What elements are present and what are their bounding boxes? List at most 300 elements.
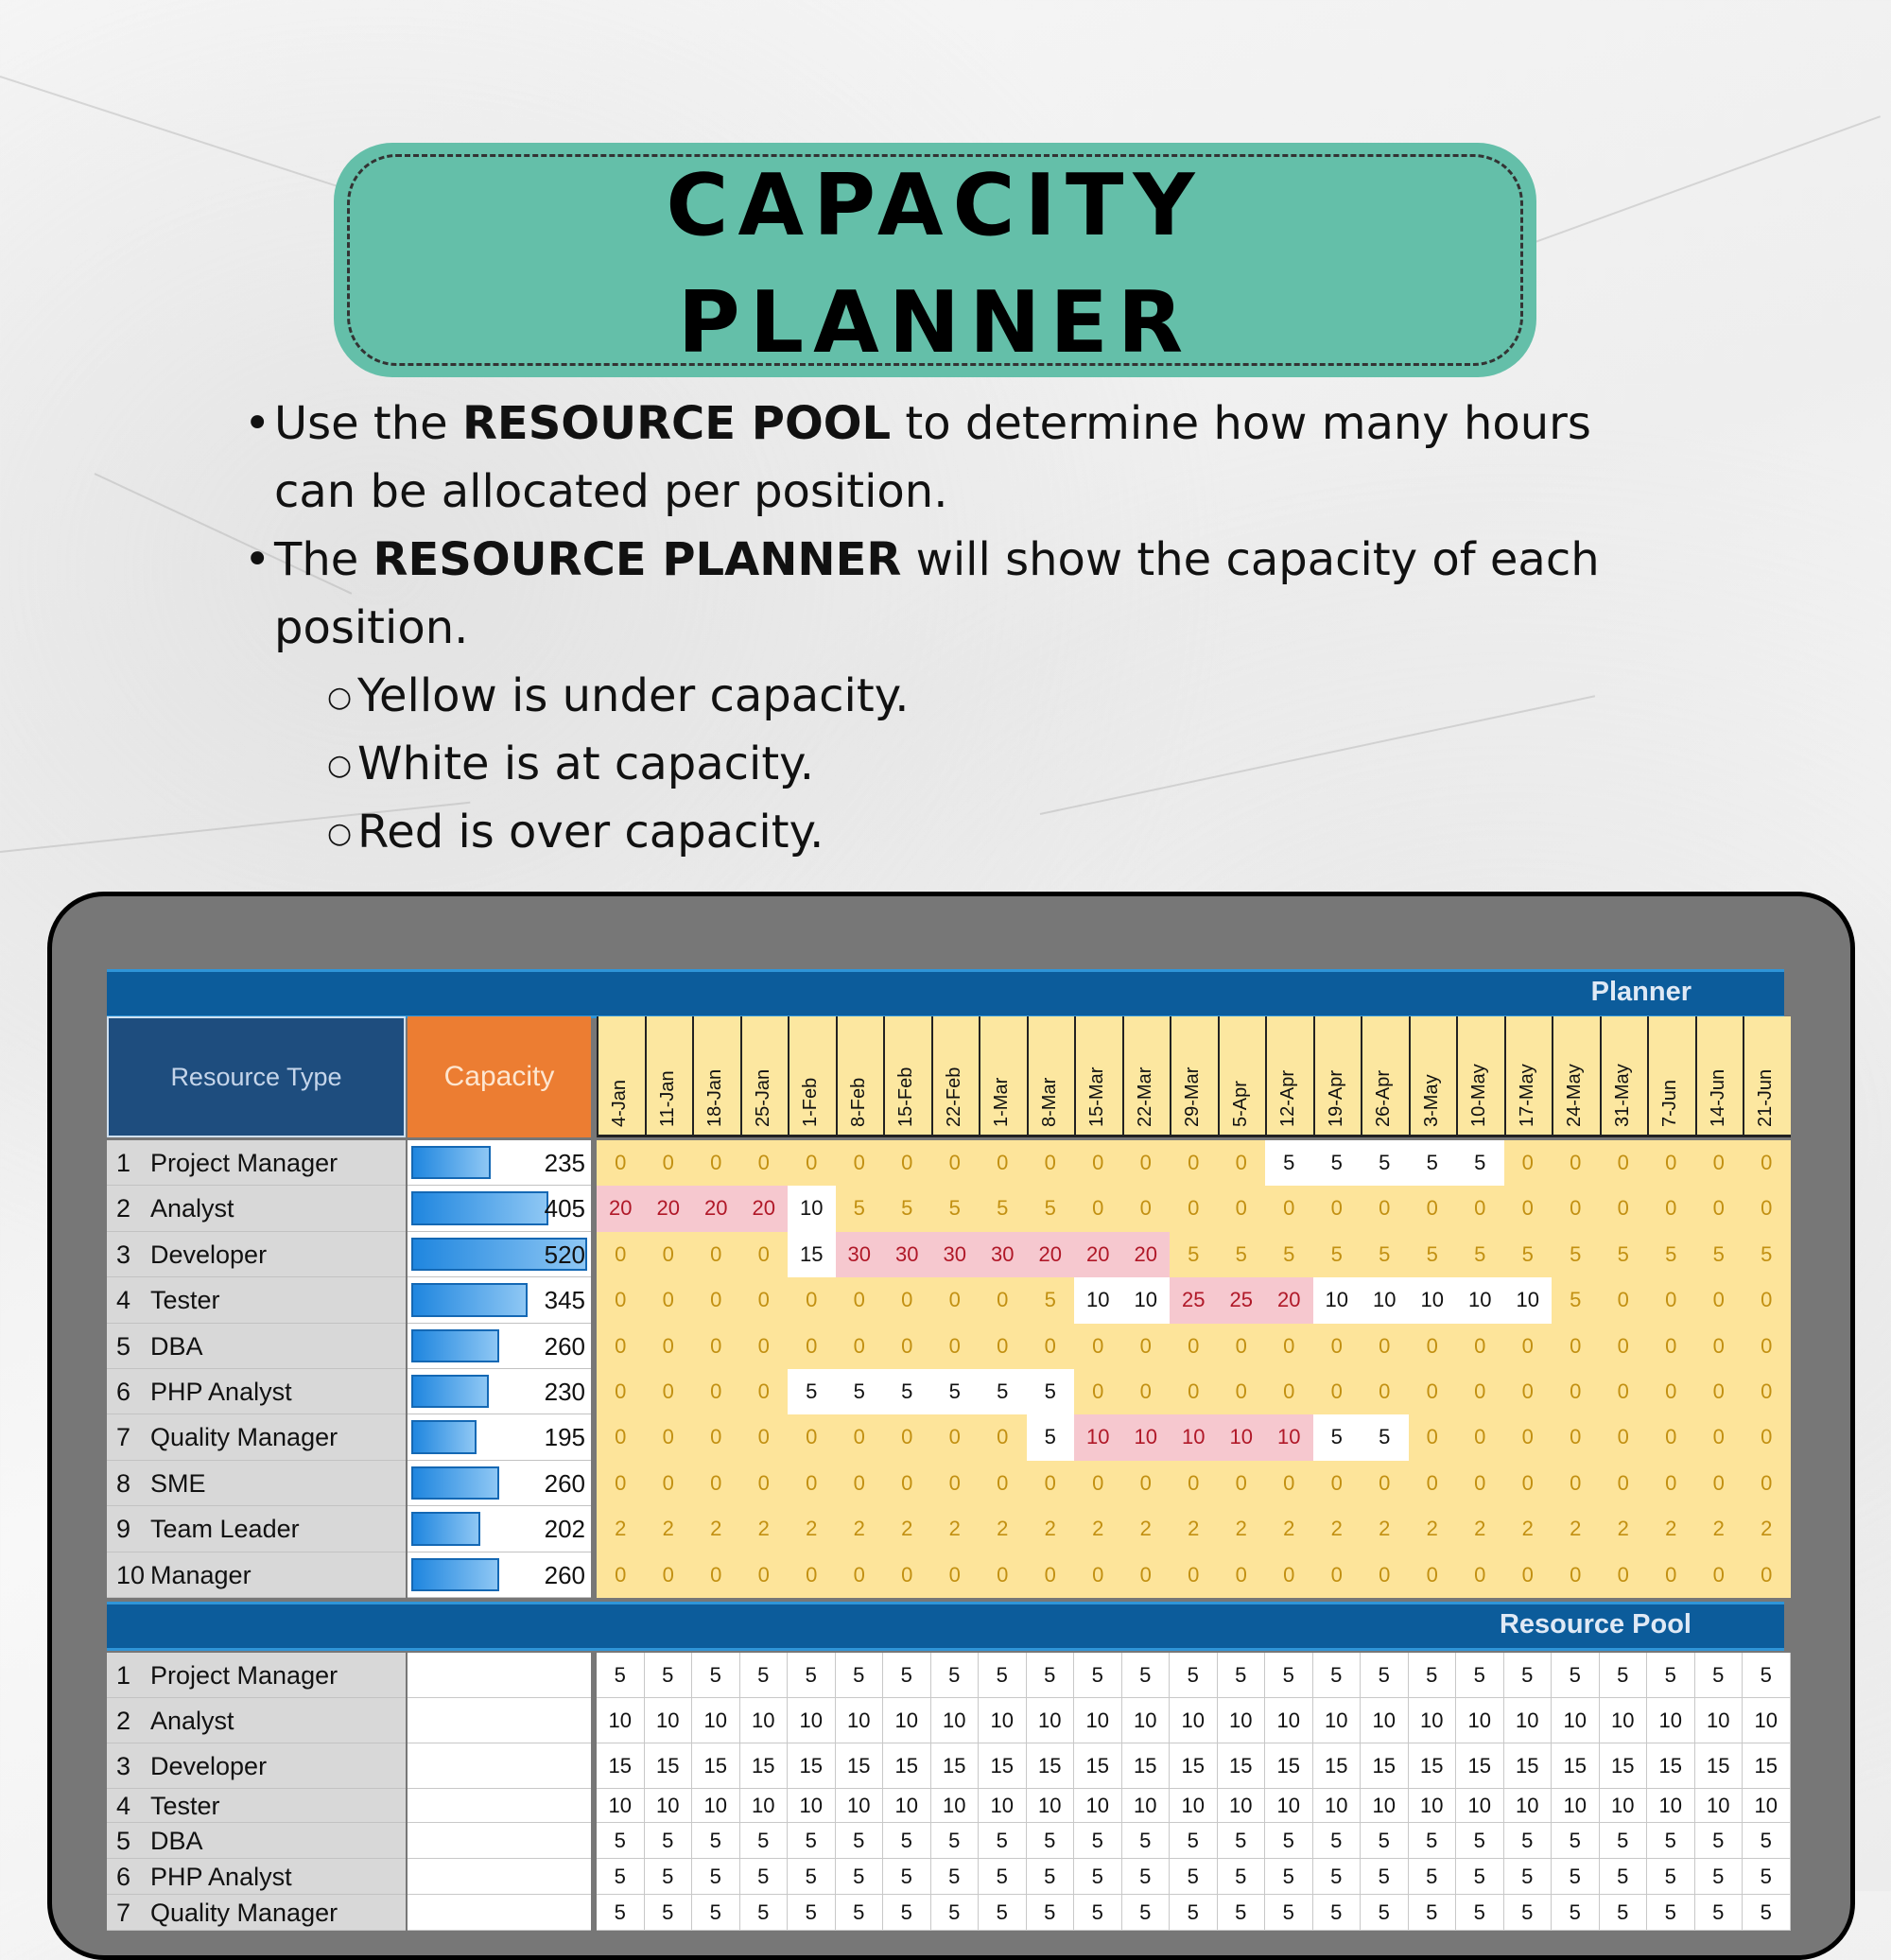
planner-cell[interactable]: 10 (1504, 1277, 1553, 1323)
pool-cell[interactable]: 15 (883, 1743, 931, 1789)
planner-cell[interactable]: 2 (1600, 1506, 1648, 1552)
planner-cell[interactable]: 2 (1170, 1506, 1218, 1552)
pool-cell[interactable]: 15 (645, 1743, 693, 1789)
planner-cell[interactable]: 0 (1552, 1414, 1600, 1460)
planner-cell[interactable]: 0 (1695, 1552, 1744, 1598)
planner-cell[interactable]: 5 (1313, 1232, 1362, 1277)
planner-cell[interactable]: 0 (1122, 1461, 1171, 1506)
pool-cell[interactable]: 5 (931, 1895, 980, 1931)
pool-cell[interactable]: 5 (1647, 1653, 1695, 1698)
pool-cell[interactable]: 15 (597, 1743, 645, 1789)
planner-cell[interactable]: 0 (1218, 1369, 1266, 1414)
planner-cell[interactable]: 0 (1600, 1186, 1648, 1231)
pool-cell[interactable]: 10 (1361, 1698, 1409, 1743)
pool-cell[interactable]: 10 (1600, 1789, 1648, 1823)
planner-cell[interactable]: 0 (1552, 1369, 1600, 1414)
pool-cell[interactable]: 10 (1695, 1789, 1744, 1823)
planner-cell[interactable]: 20 (1265, 1277, 1313, 1323)
pool-cell[interactable]: 5 (1504, 1895, 1553, 1931)
date-column-header[interactable] (692, 1016, 740, 1137)
planner-cell[interactable]: 0 (1647, 1552, 1695, 1598)
pool-cell[interactable]: 10 (788, 1789, 836, 1823)
pool-cell[interactable]: 5 (1504, 1653, 1553, 1698)
pool-cell[interactable]: 5 (692, 1823, 740, 1859)
pool-cell[interactable]: 5 (692, 1653, 740, 1698)
planner-cell[interactable]: 0 (645, 1277, 693, 1323)
planner-cell[interactable]: 25 (1218, 1277, 1266, 1323)
planner-cell[interactable]: 0 (740, 1369, 789, 1414)
date-column-header[interactable] (1743, 1016, 1791, 1137)
planner-cell[interactable]: 0 (1456, 1369, 1504, 1414)
pool-cell[interactable]: 10 (931, 1789, 980, 1823)
pool-cell[interactable]: 5 (1695, 1895, 1744, 1931)
planner-cell[interactable]: 0 (1313, 1186, 1362, 1231)
planner-cell[interactable]: 10 (1456, 1277, 1504, 1323)
planner-cell[interactable]: 5 (836, 1369, 884, 1414)
planner-cell[interactable]: 0 (1743, 1369, 1791, 1414)
planner-cell[interactable]: 0 (597, 1461, 645, 1506)
planner-cell[interactable]: 0 (597, 1414, 645, 1460)
planner-cell[interactable]: 0 (931, 1277, 980, 1323)
planner-cell[interactable]: 0 (597, 1232, 645, 1277)
pool-cell[interactable]: 10 (836, 1698, 884, 1743)
planner-cell[interactable]: 0 (931, 1552, 980, 1598)
pool-cell[interactable]: 10 (597, 1789, 645, 1823)
planner-cell[interactable]: 0 (1218, 1324, 1266, 1369)
planner-cell[interactable]: 0 (1504, 1414, 1553, 1460)
planner-cell[interactable]: 0 (1504, 1552, 1553, 1598)
planner-cell[interactable]: 0 (1743, 1324, 1791, 1369)
pool-cell[interactable]: 5 (931, 1653, 980, 1698)
date-column-header[interactable] (931, 1016, 980, 1137)
planner-cell[interactable]: 30 (883, 1232, 931, 1277)
pool-cell[interactable]: 15 (1647, 1743, 1695, 1789)
pool-cell[interactable]: 5 (692, 1895, 740, 1931)
planner-cell[interactable]: 2 (931, 1506, 980, 1552)
planner-cell[interactable]: 20 (692, 1186, 740, 1231)
planner-cell[interactable]: 0 (692, 1414, 740, 1460)
pool-cell[interactable]: 5 (788, 1859, 836, 1895)
resource-type-header[interactable]: Resource Type (107, 1016, 406, 1137)
planner-cell[interactable]: 5 (1218, 1232, 1266, 1277)
planner-cell[interactable]: 0 (1409, 1461, 1457, 1506)
planner-cell[interactable]: 5 (1361, 1414, 1409, 1460)
pool-cell[interactable]: 5 (1074, 1895, 1122, 1931)
planner-cell[interactable]: 0 (1456, 1186, 1504, 1231)
planner-cell[interactable]: 20 (1122, 1232, 1171, 1277)
planner-cell[interactable]: 2 (1122, 1506, 1171, 1552)
planner-cell[interactable]: 0 (597, 1369, 645, 1414)
planner-cell[interactable]: 0 (788, 1277, 836, 1323)
pool-cell[interactable]: 5 (1265, 1859, 1313, 1895)
planner-cell[interactable]: 0 (979, 1461, 1027, 1506)
pool-cell[interactable]: 5 (1647, 1859, 1695, 1895)
pool-cell[interactable]: 10 (1361, 1789, 1409, 1823)
pool-cell[interactable]: 5 (1552, 1653, 1600, 1698)
pool-cell[interactable]: 5 (1743, 1859, 1791, 1895)
planner-cell[interactable]: 5 (1313, 1414, 1362, 1460)
planner-cell[interactable]: 0 (883, 1552, 931, 1598)
pool-cell[interactable]: 5 (788, 1895, 836, 1931)
pool-cell[interactable]: 10 (836, 1789, 884, 1823)
planner-cell[interactable]: 25 (1170, 1277, 1218, 1323)
planner-cell[interactable]: 0 (1647, 1324, 1695, 1369)
planner-cell[interactable]: 0 (979, 1140, 1027, 1186)
planner-cell[interactable]: 0 (788, 1552, 836, 1598)
pool-cell[interactable]: 5 (1409, 1823, 1457, 1859)
planner-cell[interactable]: 0 (692, 1232, 740, 1277)
planner-cell[interactable]: 5 (1552, 1232, 1600, 1277)
planner-cell[interactable]: 0 (740, 1140, 789, 1186)
pool-cell[interactable]: 5 (836, 1823, 884, 1859)
pool-cell[interactable]: 10 (1313, 1698, 1362, 1743)
pool-cell[interactable]: 5 (1552, 1859, 1600, 1895)
pool-cell[interactable]: 10 (883, 1698, 931, 1743)
planner-cell[interactable]: 0 (1074, 1186, 1122, 1231)
planner-cell[interactable]: 0 (645, 1461, 693, 1506)
planner-cell[interactable]: 0 (1409, 1324, 1457, 1369)
planner-cell[interactable]: 0 (740, 1324, 789, 1369)
date-column-header[interactable] (597, 1016, 645, 1137)
pool-cell[interactable]: 5 (1027, 1653, 1075, 1698)
planner-cell[interactable]: 0 (1647, 1414, 1695, 1460)
pool-cell[interactable]: 10 (692, 1698, 740, 1743)
pool-cell[interactable]: 5 (1361, 1859, 1409, 1895)
pool-cell[interactable]: 5 (1600, 1653, 1648, 1698)
pool-cell[interactable]: 5 (740, 1895, 789, 1931)
pool-cell[interactable]: 10 (1218, 1789, 1266, 1823)
planner-cell[interactable]: 0 (1504, 1461, 1553, 1506)
planner-cell[interactable]: 0 (836, 1552, 884, 1598)
planner-cell[interactable]: 5 (788, 1369, 836, 1414)
pool-cell[interactable]: 10 (1265, 1698, 1313, 1743)
planner-cell[interactable]: 0 (1647, 1277, 1695, 1323)
pool-cell[interactable]: 15 (1170, 1743, 1218, 1789)
pool-cell[interactable]: 15 (1552, 1743, 1600, 1789)
pool-cell[interactable]: 10 (740, 1698, 789, 1743)
pool-cell[interactable]: 5 (1695, 1823, 1744, 1859)
planner-cell[interactable]: 0 (1695, 1186, 1744, 1231)
pool-cell[interactable]: 10 (979, 1698, 1027, 1743)
planner-cell[interactable]: 0 (1074, 1369, 1122, 1414)
pool-cell[interactable]: 5 (788, 1653, 836, 1698)
pool-cell[interactable]: 5 (645, 1859, 693, 1895)
pool-cell[interactable]: 5 (979, 1895, 1027, 1931)
planner-cell[interactable]: 2 (1504, 1506, 1553, 1552)
pool-cell[interactable]: 5 (740, 1823, 789, 1859)
planner-cell[interactable]: 0 (1600, 1277, 1648, 1323)
planner-cell[interactable]: 5 (1027, 1369, 1075, 1414)
pool-cell[interactable]: 15 (1074, 1743, 1122, 1789)
planner-cell[interactable]: 10 (1074, 1277, 1122, 1323)
pool-cell[interactable]: 5 (1218, 1653, 1266, 1698)
planner-cell[interactable]: 0 (1218, 1186, 1266, 1231)
pool-cell[interactable]: 5 (883, 1653, 931, 1698)
pool-cell[interactable]: 10 (1743, 1698, 1791, 1743)
pool-cell[interactable]: 5 (1409, 1859, 1457, 1895)
planner-cell[interactable]: 2 (1552, 1506, 1600, 1552)
planner-cell[interactable]: 0 (645, 1552, 693, 1598)
pool-cell[interactable]: 10 (1122, 1698, 1171, 1743)
planner-cell[interactable]: 10 (1074, 1414, 1122, 1460)
planner-cell[interactable]: 0 (1743, 1140, 1791, 1186)
pool-cell[interactable]: 10 (597, 1698, 645, 1743)
planner-cell[interactable]: 0 (1409, 1414, 1457, 1460)
planner-cell[interactable]: 0 (979, 1414, 1027, 1460)
pool-cell[interactable]: 15 (979, 1743, 1027, 1789)
pool-cell[interactable]: 5 (1504, 1823, 1553, 1859)
planner-cell[interactable]: 0 (1170, 1461, 1218, 1506)
planner-cell[interactable]: 5 (1409, 1232, 1457, 1277)
pool-cell[interactable]: 10 (1074, 1698, 1122, 1743)
pool-cell[interactable]: 5 (1743, 1895, 1791, 1931)
planner-cell[interactable]: 10 (1170, 1414, 1218, 1460)
date-column-header[interactable] (740, 1016, 789, 1137)
planner-cell[interactable]: 0 (836, 1414, 884, 1460)
planner-cell[interactable]: 0 (1456, 1552, 1504, 1598)
planner-cell[interactable]: 0 (836, 1277, 884, 1323)
date-column-header[interactable] (1265, 1016, 1313, 1137)
pool-cell[interactable]: 10 (931, 1698, 980, 1743)
planner-cell[interactable]: 10 (1218, 1414, 1266, 1460)
pool-cell[interactable]: 15 (1504, 1743, 1553, 1789)
pool-cell[interactable]: 10 (740, 1789, 789, 1823)
planner-cell[interactable]: 0 (1265, 1552, 1313, 1598)
pool-cell[interactable]: 10 (1265, 1789, 1313, 1823)
planner-cell[interactable]: 0 (1456, 1461, 1504, 1506)
planner-cell[interactable]: 0 (740, 1277, 789, 1323)
planner-cell[interactable]: 0 (1074, 1324, 1122, 1369)
pool-cell[interactable]: 5 (597, 1895, 645, 1931)
pool-cell[interactable]: 5 (1695, 1653, 1744, 1698)
date-column-header[interactable] (1409, 1016, 1457, 1137)
planner-cell[interactable]: 0 (788, 1140, 836, 1186)
planner-cell[interactable]: 10 (1361, 1277, 1409, 1323)
date-column-header[interactable] (1695, 1016, 1744, 1137)
pool-cell[interactable]: 5 (1170, 1823, 1218, 1859)
pool-cell[interactable]: 10 (1313, 1789, 1362, 1823)
planner-cell[interactable]: 0 (1218, 1552, 1266, 1598)
pool-cell[interactable]: 5 (1074, 1823, 1122, 1859)
planner-cell[interactable]: 0 (1218, 1140, 1266, 1186)
pool-cell[interactable]: 5 (931, 1823, 980, 1859)
date-column-header[interactable] (979, 1016, 1027, 1137)
pool-cell[interactable]: 5 (1743, 1823, 1791, 1859)
pool-cell[interactable]: 5 (883, 1859, 931, 1895)
pool-cell[interactable]: 5 (1456, 1653, 1504, 1698)
pool-cell[interactable]: 15 (788, 1743, 836, 1789)
planner-cell[interactable]: 0 (1695, 1461, 1744, 1506)
pool-cell[interactable]: 5 (1218, 1823, 1266, 1859)
pool-cell[interactable]: 10 (1027, 1698, 1075, 1743)
planner-cell[interactable]: 0 (883, 1277, 931, 1323)
planner-cell[interactable]: 0 (692, 1369, 740, 1414)
planner-cell[interactable]: 0 (1265, 1186, 1313, 1231)
pool-cell[interactable]: 5 (1600, 1895, 1648, 1931)
pool-cell[interactable]: 15 (1600, 1743, 1648, 1789)
pool-cell[interactable]: 5 (1074, 1653, 1122, 1698)
planner-cell[interactable]: 2 (1409, 1506, 1457, 1552)
planner-cell[interactable]: 5 (1361, 1140, 1409, 1186)
planner-cell[interactable]: 0 (1170, 1552, 1218, 1598)
planner-cell[interactable]: 0 (1552, 1461, 1600, 1506)
date-column-header[interactable] (1552, 1016, 1600, 1137)
planner-cell[interactable]: 5 (931, 1369, 980, 1414)
pool-cell[interactable]: 5 (979, 1653, 1027, 1698)
pool-cell[interactable]: 5 (1218, 1859, 1266, 1895)
planner-cell[interactable]: 0 (645, 1232, 693, 1277)
pool-cell[interactable]: 5 (1265, 1823, 1313, 1859)
planner-cell[interactable]: 20 (1027, 1232, 1075, 1277)
pool-cell[interactable]: 5 (1600, 1823, 1648, 1859)
pool-cell[interactable]: 5 (1456, 1895, 1504, 1931)
planner-cell[interactable]: 0 (1647, 1140, 1695, 1186)
planner-cell[interactable]: 0 (1313, 1461, 1362, 1506)
planner-cell[interactable]: 0 (1600, 1140, 1648, 1186)
pool-cell[interactable]: 5 (1122, 1895, 1171, 1931)
pool-cell[interactable]: 5 (1170, 1859, 1218, 1895)
planner-cell[interactable]: 0 (1647, 1461, 1695, 1506)
planner-cell[interactable]: 30 (979, 1232, 1027, 1277)
pool-cell[interactable]: 10 (1647, 1789, 1695, 1823)
planner-cell[interactable]: 0 (1504, 1186, 1553, 1231)
planner-cell[interactable]: 2 (979, 1506, 1027, 1552)
planner-cell[interactable]: 0 (1552, 1324, 1600, 1369)
pool-cell[interactable]: 5 (597, 1859, 645, 1895)
pool-cell[interactable]: 5 (979, 1859, 1027, 1895)
planner-cell[interactable]: 10 (788, 1186, 836, 1231)
planner-cell[interactable]: 5 (1265, 1140, 1313, 1186)
planner-cell[interactable]: 0 (1361, 1552, 1409, 1598)
planner-cell[interactable]: 0 (1313, 1369, 1362, 1414)
planner-cell[interactable]: 5 (979, 1186, 1027, 1231)
planner-cell[interactable]: 2 (1361, 1506, 1409, 1552)
planner-cell[interactable]: 5 (979, 1369, 1027, 1414)
planner-cell[interactable]: 0 (1027, 1552, 1075, 1598)
planner-cell[interactable]: 10 (1409, 1277, 1457, 1323)
planner-cell[interactable]: 5 (1027, 1277, 1075, 1323)
pool-cell[interactable]: 5 (1027, 1895, 1075, 1931)
planner-cell[interactable]: 2 (836, 1506, 884, 1552)
date-column-header[interactable] (1027, 1016, 1075, 1137)
pool-cell[interactable]: 5 (1552, 1823, 1600, 1859)
pool-cell[interactable]: 10 (1170, 1698, 1218, 1743)
pool-cell[interactable]: 5 (788, 1823, 836, 1859)
planner-cell[interactable]: 0 (788, 1461, 836, 1506)
planner-cell[interactable]: 0 (1695, 1324, 1744, 1369)
date-column-header[interactable] (1647, 1016, 1695, 1137)
date-column-header[interactable] (1170, 1016, 1218, 1137)
planner-cell[interactable]: 2 (883, 1506, 931, 1552)
planner-cell[interactable]: 0 (1695, 1140, 1744, 1186)
pool-cell[interactable]: 10 (1409, 1789, 1457, 1823)
planner-cell[interactable]: 0 (836, 1140, 884, 1186)
planner-cell[interactable]: 0 (1409, 1186, 1457, 1231)
pool-cell[interactable]: 5 (645, 1895, 693, 1931)
pool-cell[interactable]: 15 (1361, 1743, 1409, 1789)
pool-cell[interactable]: 5 (1504, 1859, 1553, 1895)
planner-cell[interactable]: 0 (1074, 1140, 1122, 1186)
pool-cell[interactable]: 10 (1743, 1789, 1791, 1823)
planner-cell[interactable]: 5 (1552, 1277, 1600, 1323)
planner-cell[interactable]: 0 (1361, 1324, 1409, 1369)
date-column-header[interactable] (1600, 1016, 1648, 1137)
planner-cell[interactable]: 0 (1122, 1552, 1171, 1598)
planner-cell[interactable]: 2 (1218, 1506, 1266, 1552)
planner-cell[interactable]: 0 (931, 1414, 980, 1460)
pool-cell[interactable]: 15 (1743, 1743, 1791, 1789)
planner-cell[interactable]: 0 (692, 1461, 740, 1506)
pool-cell[interactable]: 10 (1600, 1698, 1648, 1743)
pool-cell[interactable]: 5 (1600, 1859, 1648, 1895)
planner-cell[interactable]: 0 (1265, 1369, 1313, 1414)
planner-cell[interactable]: 0 (1361, 1461, 1409, 1506)
planner-cell[interactable]: 2 (1743, 1506, 1791, 1552)
planner-cell[interactable]: 0 (836, 1461, 884, 1506)
planner-cell[interactable]: 0 (1552, 1140, 1600, 1186)
planner-cell[interactable]: 2 (645, 1506, 693, 1552)
planner-cell[interactable]: 0 (1695, 1369, 1744, 1414)
pool-cell[interactable]: 10 (1074, 1789, 1122, 1823)
pool-cell[interactable]: 10 (883, 1789, 931, 1823)
pool-cell[interactable]: 5 (979, 1823, 1027, 1859)
planner-cell[interactable]: 2 (1027, 1506, 1075, 1552)
planner-cell[interactable]: 0 (1743, 1186, 1791, 1231)
planner-cell[interactable]: 0 (1313, 1324, 1362, 1369)
planner-cell[interactable]: 2 (1074, 1506, 1122, 1552)
planner-cell[interactable]: 0 (883, 1324, 931, 1369)
pool-cell[interactable]: 10 (1552, 1698, 1600, 1743)
pool-cell[interactable]: 10 (1218, 1698, 1266, 1743)
planner-cell[interactable]: 0 (883, 1140, 931, 1186)
planner-cell[interactable]: 0 (1743, 1277, 1791, 1323)
planner-cell[interactable]: 20 (740, 1186, 789, 1231)
planner-cell[interactable]: 0 (692, 1140, 740, 1186)
pool-cell[interactable]: 15 (1456, 1743, 1504, 1789)
planner-cell[interactable]: 0 (1122, 1186, 1171, 1231)
planner-cell[interactable]: 0 (1647, 1369, 1695, 1414)
planner-cell[interactable]: 2 (740, 1506, 789, 1552)
capacity-header[interactable]: Capacity (408, 1016, 591, 1137)
planner-cell[interactable]: 0 (931, 1324, 980, 1369)
planner-cell[interactable]: 0 (1409, 1369, 1457, 1414)
planner-cell[interactable]: 10 (1313, 1277, 1362, 1323)
pool-cell[interactable]: 5 (1170, 1895, 1218, 1931)
planner-cell[interactable]: 0 (1027, 1461, 1075, 1506)
planner-cell[interactable]: 0 (1600, 1461, 1648, 1506)
planner-cell[interactable]: 0 (1695, 1414, 1744, 1460)
pool-cell[interactable]: 10 (1504, 1698, 1553, 1743)
date-column-header[interactable] (1456, 1016, 1504, 1137)
pool-cell[interactable]: 5 (1265, 1895, 1313, 1931)
planner-cell[interactable]: 5 (1313, 1140, 1362, 1186)
planner-cell[interactable]: 0 (1600, 1414, 1648, 1460)
planner-cell[interactable]: 0 (1027, 1324, 1075, 1369)
planner-cell[interactable]: 0 (979, 1552, 1027, 1598)
planner-cell[interactable]: 20 (645, 1186, 693, 1231)
planner-cell[interactable]: 0 (740, 1414, 789, 1460)
planner-cell[interactable]: 0 (740, 1552, 789, 1598)
planner-cell[interactable]: 5 (1695, 1232, 1744, 1277)
planner-cell[interactable]: 0 (1027, 1140, 1075, 1186)
pool-cell[interactable]: 5 (1313, 1653, 1362, 1698)
planner-cell[interactable]: 5 (1361, 1232, 1409, 1277)
pool-cell[interactable]: 10 (1122, 1789, 1171, 1823)
planner-cell[interactable]: 0 (1170, 1324, 1218, 1369)
planner-cell[interactable]: 0 (1743, 1461, 1791, 1506)
pool-cell[interactable]: 5 (1313, 1823, 1362, 1859)
pool-cell[interactable]: 10 (692, 1789, 740, 1823)
